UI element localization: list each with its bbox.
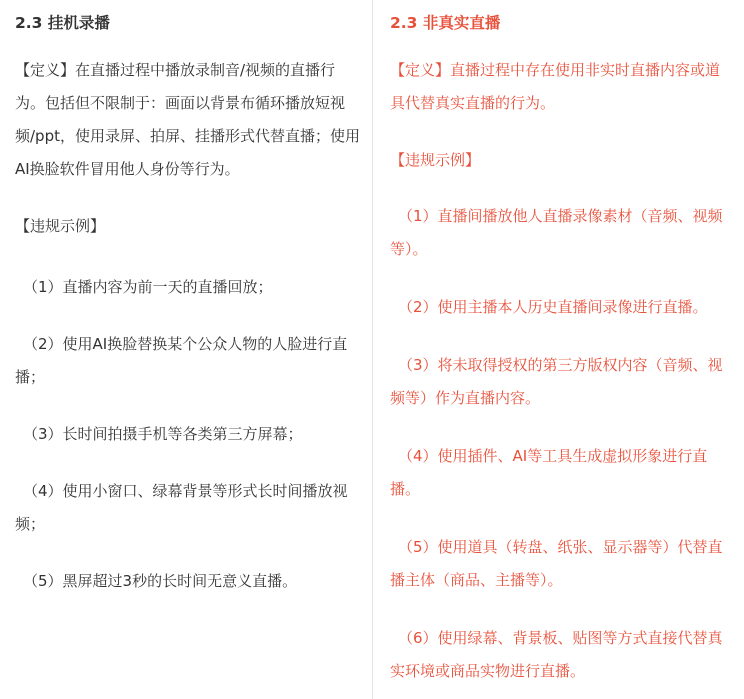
right-item-5: （5）使用道具（转盘、纸张、显示器等）代替直播主体（商品、主播等）。 <box>390 538 723 589</box>
left-examples-title: 【违规示例】 <box>15 217 106 235</box>
right-heading: 2.3 非真实直播 <box>390 14 501 32</box>
right-item-4: （4）使用插件、AI等工具生成虚拟形象进行直播。 <box>390 447 708 498</box>
left-heading: 2.3 挂机录播 <box>15 14 110 32</box>
right-examples-title: 【违规示例】 <box>390 151 481 169</box>
right-item-3: （3）将未取得授权的第三方版权内容（音频、视频等）作为直播内容。 <box>390 356 723 407</box>
right-column <box>373 0 744 699</box>
right-item-1: （1）直播间播放他人直播录像素材（音频、视频等）。 <box>390 207 723 258</box>
right-item-6: （6）使用绿幕、背景板、贴图等方式直接代替真实环境或商品实物进行直播。 <box>390 629 723 680</box>
left-item-4: （4）使用小窗口、绿幕背景等形式长时间播放视频； <box>15 482 348 533</box>
left-definition: 【定义】在直播过程中播放录制音/视频的直播行为。包括但不限制于：画面以背景布循环播放短视频/ppt，使用录屏、拍屏、挂播形式代替直播；使用AI换脸软件冒用他人身份等行为。 <box>15 61 360 178</box>
right-item-2: （2）使用主播本人历史直播间录像进行直播。 <box>398 298 708 316</box>
left-item-1: （1）直播内容为前一天的直播回放； <box>23 278 273 296</box>
left-item-2: （2）使用AI换脸替换某个公众人物的人脸进行直播； <box>15 335 348 386</box>
right-definition: 【定义】直播过程中存在使用非实时直播内容或道具代替真实直播的行为。 <box>390 61 721 112</box>
left-item-3: （3）长时间拍摄手机等各类第三方屏幕； <box>23 425 303 443</box>
left-item-5: （5）黑屏超过3秒的长时间无意义直播。 <box>23 572 298 590</box>
